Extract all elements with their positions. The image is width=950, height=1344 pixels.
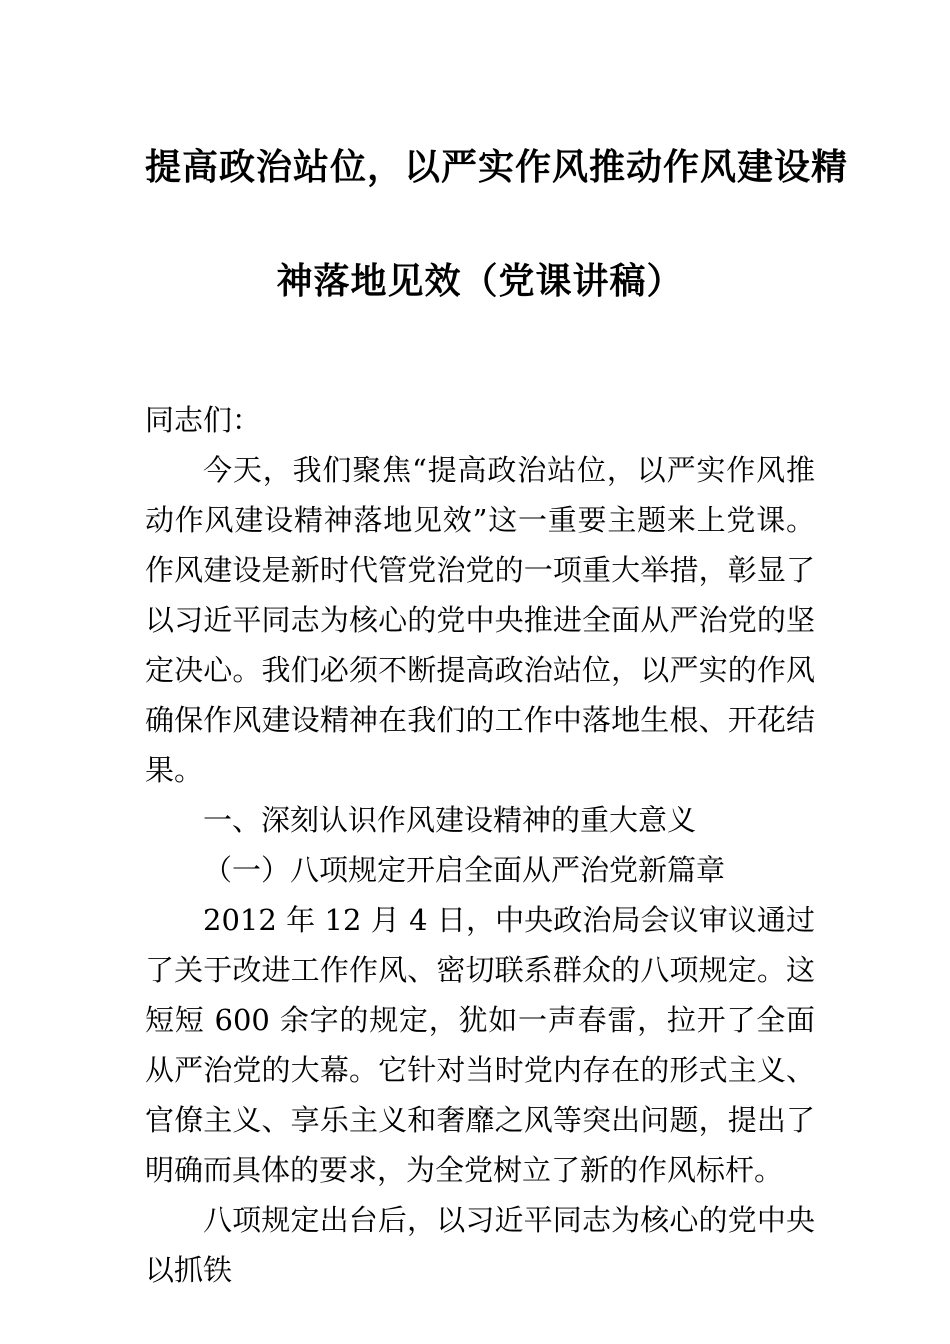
paragraph: 2012 年 12 月 4 日，中央政治局会议审议通过了关于改进工作作风、密切联系群众的八项规定。这短短 600 余字的规定，犹如一声春雷，拉开了全面从严治党的大幕。它针对当时党内存在的形式主义、官僚主义、享乐主义和奢靡之风等突出问题，提出了明确而具体的要求，为全党树立了新的作风标杆。 <box>145 903 815 1187</box>
paragraph: （一）八项规定开启全面从严治党新篇章 <box>203 853 726 887</box>
document-title-line-2: 神落地见效（党课讲稿） <box>276 260 684 302</box>
document-title-line-1: 提高政治站位，以严实作风推动作风建设精 <box>145 146 849 188</box>
paragraph: 八项规定出台后，以习近平同志为核心的党中央以抓铁 <box>145 1203 815 1287</box>
paragraph: 同志们： <box>145 403 262 437</box>
document-body <box>145 395 815 1295</box>
paragraph: 今天，我们聚焦“提高政治站位，以严实作风推动作风建设精神落地见效”这一重要主题来上党课。作风建设是新时代管党治党的一项重大举措，彰显了以习近平同志为核心的党中央推进全面从严治党的坚定决心。我们必须不断提高政治站位，以严实的作风确保作风建设精神在我们的工作中落地生根、开花结果。 <box>145 453 815 787</box>
document-title <box>145 110 849 338</box>
paragraph: 一、深刻认识作风建设精神的重大意义 <box>203 803 697 837</box>
